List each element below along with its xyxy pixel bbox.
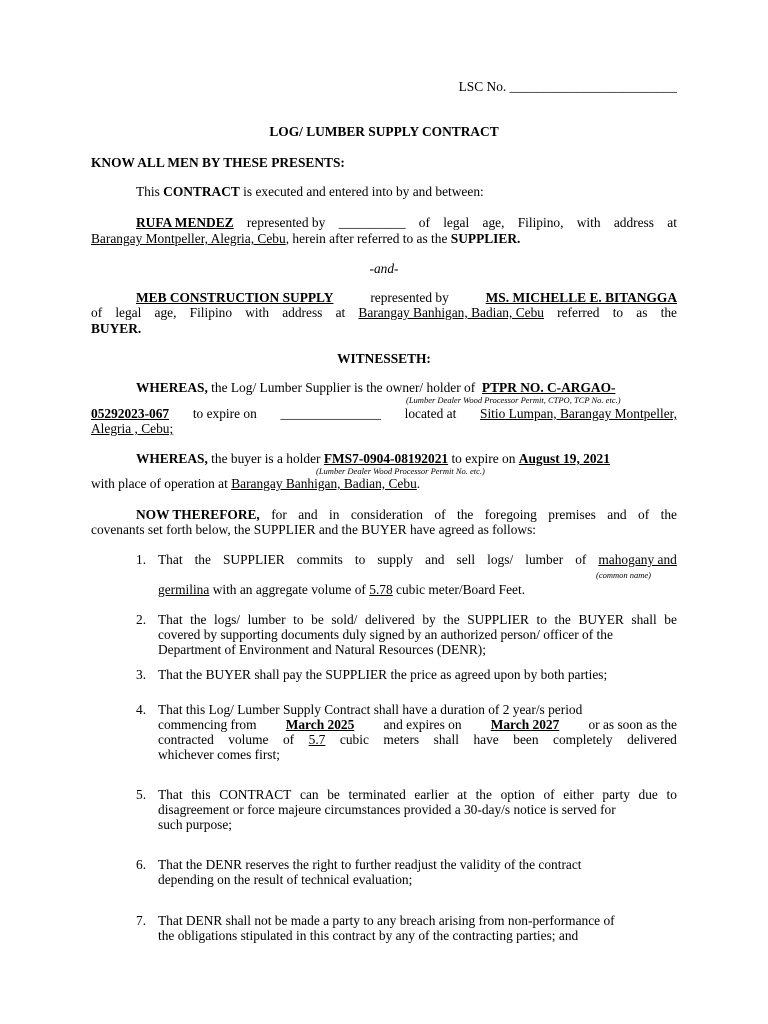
word: either [563, 787, 594, 802]
word: completely [553, 732, 613, 747]
word: foregoing [484, 507, 537, 522]
intro-line: This CONTRACT is executed and entered into by and between: [136, 184, 484, 199]
word: legal [115, 305, 142, 320]
word: of [418, 215, 430, 230]
whereas-1-line-1: WHEREAS, the Log/ Lumber Supplier is the owner/ holder of PTPR NO. C-ARGAO- [136, 380, 616, 395]
word: to [536, 612, 547, 627]
word: volume [228, 732, 269, 747]
word: for [271, 507, 287, 522]
word: in [329, 507, 340, 522]
item-5-number: 5. [136, 787, 147, 802]
word: age, [154, 305, 177, 320]
word: Filipino [189, 305, 233, 320]
word: age, [482, 215, 505, 230]
buyer-permit: FMS7-0904-08192021 [323, 451, 449, 466]
lsc-blank: _________________________ [509, 79, 677, 94]
whereas-1-line-2: 05292023-067 to expire on _______________ located at Sitio Lumpan, Barangay Montpeller, [91, 406, 677, 421]
supplier-line-1: RUFA MENDEZ represented by __________ of legal age, Filipino, with address at [136, 215, 677, 230]
word: commits [296, 552, 343, 567]
word: the [660, 305, 677, 320]
supplier-line-2: Barangay Montpeller, Alegria, Cebu, herein after referred to as the SUPPLIER. [91, 231, 521, 246]
item-2-line-1 [158, 612, 677, 627]
species-note: (common name) [596, 570, 651, 580]
item-4-line-1: That this Log/ Lumber Supply Contract shall have a duration of 2 year/s period [158, 702, 583, 717]
lsc-number-line [91, 79, 677, 94]
supplier-permit-note: (Lumber Dealer Wood Processor Permit, CTPO, TCP No. etc.) [406, 395, 621, 405]
buyer-place: Barangay Banhigan, Badian, Cebu [231, 476, 417, 491]
expiry-blank: _______________ [280, 406, 381, 421]
word: delivered [627, 732, 677, 747]
word: the [194, 552, 211, 567]
word: That [158, 552, 183, 567]
word: address [282, 305, 323, 320]
word: of [91, 305, 103, 320]
word: That [158, 612, 183, 627]
end-date: March 2027 [490, 717, 560, 732]
word: logs/ [214, 612, 241, 627]
item-7-number: 7. [136, 913, 147, 928]
item-3-line-1: That the BUYER shall pay the SUPPLIER the price as agreed upon by both parties; [158, 667, 608, 682]
word: at [457, 787, 467, 802]
buyer-permit-note: (Lumber Dealer Wood Processor Permit No. etc.) [316, 466, 485, 476]
item-1-volume: 5.78 [369, 582, 393, 597]
now-therefore-line-2: covenants set forth below, the SUPPLIER and the BUYER have agreed as follows: [91, 522, 537, 537]
word: due [638, 787, 658, 802]
item-4-line-4: whichever comes first; [158, 747, 280, 762]
item-6-number: 6. [136, 857, 147, 872]
whereas-2-line-2: with place of operation at Barangay Banhigan, Badian, Cebu. [91, 476, 421, 491]
word: supply [377, 552, 414, 567]
word: of [638, 507, 650, 522]
item-2-line-2: covered by supporting documents duly signed by an authorized person/ officer of the [158, 627, 613, 642]
word: logs/ [487, 552, 514, 567]
word: CONTRACT [219, 787, 292, 802]
word: the [443, 612, 460, 627]
start-date: March 2025 [285, 717, 355, 732]
word: can [300, 787, 319, 802]
word: SUPPLIER [222, 552, 285, 567]
buyer-line-1: MEB CONSTRUCTION SUPPLY represented by MS. MICHELLE E. BITANGGA [136, 290, 677, 305]
word: be [664, 612, 677, 627]
whereas-2-line-1: WHEREAS, the buyer is a holder FMS7-0904-08192021 to expire on August 19, 2021 [136, 451, 610, 466]
buyer-permit-expiry: August 19, 2021 [518, 451, 610, 466]
buyer-line-2 [91, 305, 677, 320]
item-4-number: 4. [136, 702, 147, 717]
word: be [327, 787, 340, 802]
supplier-role: SUPPLIER. [450, 231, 521, 246]
now-therefore-line-1: NOW THEREFORE, for and in consideration of the foregoing premises and of the [136, 507, 677, 522]
word: sold/ [331, 612, 358, 627]
word: and [425, 552, 445, 567]
item-5-line-1 [158, 787, 677, 802]
word: That [158, 787, 183, 802]
item-6-line-1: That the DENR reserves the right to further readjust the validity of the contract [158, 857, 582, 872]
word: Filipino, [517, 215, 564, 230]
word: terminated [348, 787, 406, 802]
word: at [667, 215, 677, 230]
item-5-line-3: such purpose; [158, 817, 233, 832]
and-separator: -and- [369, 261, 399, 276]
word: party [602, 787, 630, 802]
word: meters [383, 732, 420, 747]
word: SUPPLIER [467, 612, 529, 627]
know-all-heading: KNOW ALL MEN BY THESE PRESENTS: [91, 155, 345, 170]
word: and [298, 507, 318, 522]
item-2-line-3: Department of Environment and Natural Resources (DENR); [158, 642, 486, 657]
word: option [500, 787, 535, 802]
buyer-rep-name: MS. MICHELLE E. BITANGGA [485, 290, 677, 305]
word: referred [557, 305, 600, 320]
word: this [191, 787, 211, 802]
word: premises [548, 507, 596, 522]
word: address [613, 215, 654, 230]
word: of [282, 732, 295, 747]
supplier-name: RUFA MENDEZ [136, 215, 234, 230]
item-1-number: 1. [136, 552, 147, 567]
contract-title: LOG/ LUMBER SUPPLY CONTRACT [269, 124, 499, 139]
word: to [293, 612, 304, 627]
word: cubic [339, 732, 369, 747]
word: lumber [247, 612, 286, 627]
word: sell [456, 552, 476, 567]
item-7-line-2: the obligations stipulated in this contract by any of the contracting parties; and [158, 928, 579, 943]
word: shall [433, 732, 459, 747]
word: of [543, 787, 555, 802]
item-1-line-1 [158, 552, 677, 567]
word: with [576, 215, 601, 230]
word: the [660, 507, 677, 522]
buyer-role: BUYER. [91, 321, 142, 336]
species-name: mahogany and [598, 552, 677, 567]
item-6-line-2: depending on the result of technical evaluation; [158, 872, 413, 887]
word: and [607, 507, 627, 522]
word: consideration [350, 507, 423, 522]
word: contracted [158, 732, 214, 747]
supplier-address: Barangay Montpeller, Alegria, Cebu [91, 231, 286, 246]
word: of [575, 552, 587, 567]
buyer-address: Barangay Banhigan, Badian, Cebu [358, 305, 544, 320]
word: legal [443, 215, 470, 230]
word: delivered [364, 612, 415, 627]
word: to [354, 552, 366, 567]
word: as [636, 305, 648, 320]
word: the [190, 612, 207, 627]
word: the [456, 507, 474, 522]
item-4-volume: 5.7 [308, 732, 326, 747]
item-7-line-1: That DENR shall not be made a party to any breach arising from non-performance of [158, 913, 615, 928]
supplier-permit: PTPR NO. C-ARGAO- [481, 380, 616, 395]
word: lumber [525, 552, 564, 567]
word: earlier [414, 787, 449, 802]
word: BUYER [578, 612, 624, 627]
item-1-line-2: germilina with an aggregate volume of 5.78 cubic meter/Board Feet. [158, 582, 526, 597]
word: with [245, 305, 270, 320]
item-4-line-2: commencing from March 2025 and expires on March 2027 or as soon as the [158, 717, 677, 732]
word: to [666, 787, 677, 802]
supplier-location: Sitio Lumpan, Barangay Montpeller, [480, 406, 677, 421]
word: shall [631, 612, 657, 627]
item-2-number: 2. [136, 612, 147, 627]
word: the [475, 787, 492, 802]
item-4-line-3 [158, 732, 677, 747]
supplier-rep-blank: __________ [338, 215, 406, 230]
word: at [335, 305, 346, 320]
word: been [513, 732, 539, 747]
word: the [554, 612, 571, 627]
contract-word: CONTRACT [163, 184, 240, 199]
item-3-number: 3. [136, 667, 147, 682]
word: by [422, 612, 436, 627]
item-5-line-2: disagreement or force majeure circumstances provided a 30-day/s notice is served for [158, 802, 616, 817]
whereas-1-line-3: Alegria , Cebu; [91, 421, 174, 436]
word: to [612, 305, 624, 320]
word: of [434, 507, 446, 522]
word: be [311, 612, 324, 627]
word: have [473, 732, 499, 747]
witnesseth-heading: WITNESSETH: [337, 351, 431, 366]
buyer-name: MEB CONSTRUCTION SUPPLY [136, 290, 334, 305]
lsc-label: LSC No. [458, 79, 507, 94]
